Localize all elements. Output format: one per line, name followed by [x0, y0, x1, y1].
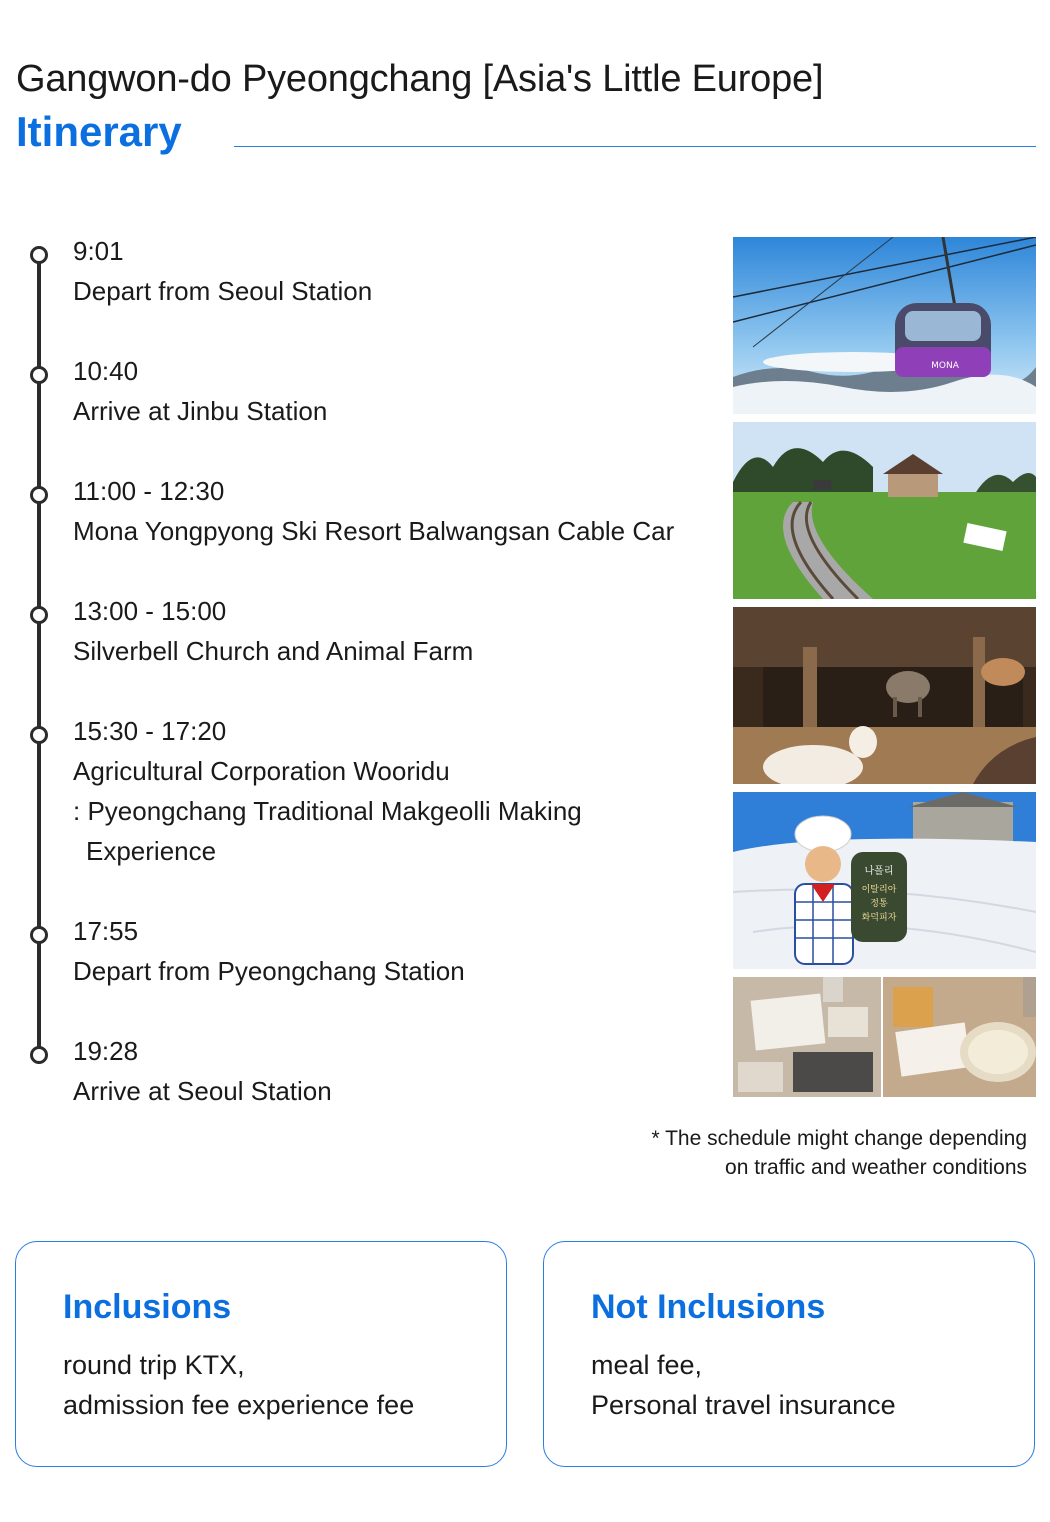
bottle-text: 화덕피자	[861, 913, 897, 923]
timeline-description: Arrive at Seoul Station	[73, 1076, 332, 1106]
makgeolli-class-photo	[733, 977, 1036, 1097]
not-inclusions-item: meal fee,	[591, 1350, 703, 1380]
timeline-time: 9:01	[73, 236, 124, 266]
timeline-time: 13:00 - 15:00	[73, 596, 227, 626]
timeline-dot	[30, 366, 48, 384]
bottle-text: 이탈리아	[861, 885, 897, 895]
timeline-description: Experience	[86, 836, 217, 866]
schedule-note-line: on traffic and weather conditions	[725, 1156, 1027, 1179]
timeline-dot	[30, 486, 48, 504]
timeline-time: 11:00 - 12:30	[73, 476, 225, 506]
timeline-dot	[30, 726, 48, 744]
timeline-time: 10:40	[73, 356, 139, 386]
cable-car-photo	[733, 237, 1036, 414]
not-inclusions-card	[543, 1241, 1035, 1467]
inclusions-title: Inclusions	[63, 1288, 232, 1326]
heading-divider	[234, 146, 1036, 147]
chef-statue-photo	[733, 792, 1036, 969]
timeline-description: Depart from Pyeongchang Station	[73, 956, 465, 986]
timeline-dot	[30, 926, 48, 944]
inclusions-item: admission fee experience fee	[63, 1390, 415, 1420]
timeline-time: 17:55	[73, 916, 139, 946]
railway-lawn-photo	[733, 422, 1036, 599]
timeline-description: : Pyeongchang Traditional Makgeolli Making	[73, 796, 582, 826]
schedule-note	[651, 1124, 1027, 1182]
timeline-dot	[30, 1046, 48, 1064]
timeline-time: 15:30 - 17:20	[73, 716, 227, 746]
inclusions-item: round trip KTX,	[63, 1350, 245, 1380]
timeline-description: Silverbell Church and Animal Farm	[73, 636, 474, 666]
timeline-description: Arrive at Jinbu Station	[73, 396, 328, 426]
timeline-description: Agricultural Corporation Wooridu	[73, 756, 450, 786]
not-inclusions-item: Personal travel insurance	[591, 1390, 896, 1420]
itinerary-heading: Itinerary	[16, 108, 182, 155]
animal-farm-photo	[733, 607, 1036, 784]
page-title: Gangwon-do Pyeongchang [Asia's Little Europe]	[16, 58, 824, 100]
timeline-dot	[30, 246, 48, 264]
schedule-note-line: * The schedule might change depending	[651, 1127, 1027, 1150]
bottle-text: 정통	[870, 899, 888, 909]
inclusions-card	[15, 1241, 507, 1467]
timeline-description: Mona Yongpyong Ski Resort Balwangsan Cable Car	[73, 516, 675, 546]
bottle-text: 나폴리	[864, 866, 894, 877]
timeline-time: 19:28	[73, 1036, 139, 1066]
timeline-dot	[30, 606, 48, 624]
not-inclusions-title: Not Inclusions	[591, 1288, 826, 1326]
timeline-description: Depart from Seoul Station	[73, 276, 373, 306]
cable-car-sign: MONA	[931, 361, 959, 371]
